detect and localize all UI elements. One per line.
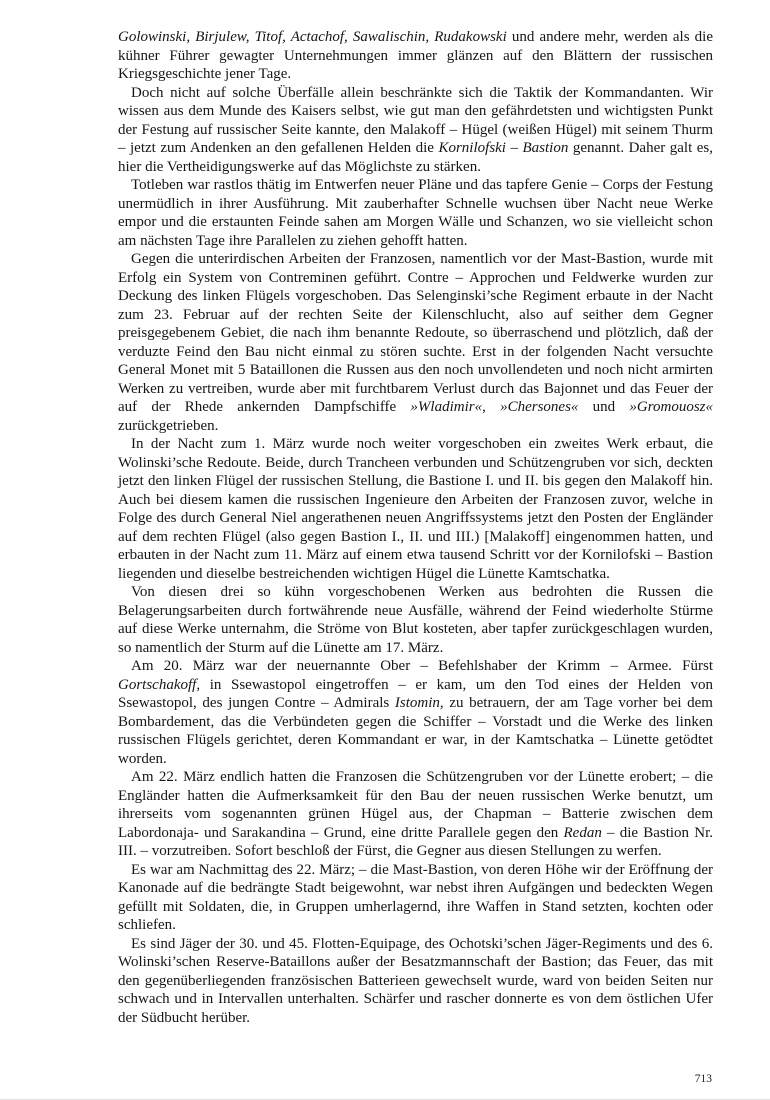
- italic-text-run: Istomin: [394, 695, 440, 711]
- italic-text-run: Redan: [563, 824, 602, 841]
- paragraph: [118, 935, 713, 1028]
- paragraph: [118, 28, 713, 84]
- italic-text-run: »Gromouosz«: [629, 399, 713, 415]
- paragraph: [118, 250, 713, 435]
- paragraph: [118, 84, 713, 177]
- text-run: genannt. Daher galt es, hier die Vertheidigungswerke auf das Möglichste zu stärken.: [118, 140, 713, 175]
- text-run: Totleben war rastlos thätig im Entwerfen neuer Pläne und das tapfere Genie – Corps der Festung unermüdlich in ihrer Ausführung. Mit zauberhafter Schnelle wuchsen über Nacht neue Werke empor und die erstaunten Feinde sahen am Morgen Wälle und Schanzen, wo sie vielleicht schon am nächsten Tage ihre Parallelen zu ziehen gehofft hatten.: [118, 177, 713, 249]
- italic-text-run: Golowinski, Birjulew, Titof, Actachof, Sawalischin, Rudakowski: [118, 29, 507, 45]
- text-run: , in Ssewastopol eingetroffen – er kam, um den Tod eines der Helden von Ssewastopol, des jungen Contre – Admirals: [118, 676, 713, 711]
- italic-text-run: Kornilofski – Bastion: [438, 140, 569, 156]
- italic-text-run: »Wladimir«: [410, 399, 483, 415]
- paragraph: [118, 176, 713, 250]
- paragraph: [118, 861, 713, 935]
- text-run: Es sind Jäger der 30. und 45. Flotten-Equipage, des Ochotski’schen Jäger-Regiments und des 6. Wolinski’schen Reserve-Bataillons außer der Besatzmannschaft der Bastion; das Feuer, das mit den gegenüberliegenden französischen Batterieen gewechselt wurde, ward von beiden Seiten nur schwach und in Intervallen unterhalten. Schärfer und rascher donnerte es von dem östlichen Ufer der Südbucht herüber.: [118, 935, 713, 1026]
- paragraph: [118, 435, 713, 583]
- text-run: In der Nacht zum 1. März wurde noch weiter vorgeschoben ein zweites Werk erbaut, die Wolinski’sche Redoute. Beide, durch Trancheen verbunden und Schützengruben vor sich, deckten jetzt den linken Flügel der russischen Stellung, die Bastione I. und II. bis gegen den Malakoff hin. Auch bei diesem kamen die russischen Ingenieure den Arbeiten der Franzosen zuvor, welche in Folge des durch General Niel angerathenen neuen Angriffssystems jetzt den Posten der Engländer auf dem rechten Flügel (also gegen Bastion I., II. und III.) [Malakoff] eingenommen hatten, und erbauten in der Nacht zum 11. März auf einem etwa tausend Schritt vor der Kornilofski – Bastion liegenden und dieselbe bestreichenden wichtigen Hügel die Lünette Kamtschatka.: [118, 436, 713, 582]
- italic-text-run: Gortschakoff: [118, 676, 197, 693]
- text-run: Doch nicht auf solche Überfälle allein beschränkte sich die Taktik der Kommandanten. Wir wissen aus dem Munde des Kaisers selbst, wie gut man den gefährdetsten und wichtigsten Punkt der Festung auf russischer Seite kannte, den Malakoff – Hügel (weißen Hügel) mit seinem Thurm – jetzt zum Andenken an den gefallenen Helden die: [118, 84, 713, 156]
- text-run: und andere mehr, werden als die kühner Führer gewagter Unternehmungen immer glänzen auf den Blättern der russischen Kriegsgeschichte jener Tage.: [118, 29, 713, 82]
- text-run: ,: [482, 399, 501, 415]
- text-run: Am 20. März war der neuernannte Ober – Befehlshaber der Krimm – Armee. Fürst: [131, 658, 713, 674]
- text-run: – die Bastion Nr. III. – vorzutreiben. Sofort beschloß der Fürst, die Gegner aus diesen Stellungen zu werfen.: [118, 824, 713, 859]
- paragraph: [118, 583, 713, 657]
- text-run: Von diesen drei so kühn vorgeschobenen Werken aus bedrohten die Russen die Belagerungsarbeiten durch fortwährende neue Ausfälle, während der Feind wiederholte Stürme auf diese Werke unternahm, die Ströme von Blut kosteten, aber tapfer zurückgeschlagen wurden, so namentlich der Sturm auf die Lünette am 17. März.: [118, 584, 713, 656]
- text-run: Am 22. März endlich hatten die Franzosen die Schützengruben vor der Lünette erobert; – die Engländer hatten die Aufmerksamkeit für den Bau der neuen russischen Werke benutzt, um ihrerseits vom sogenannten grünen Hügel aus, der Chapman – Batterie zwischen dem Labordonaja- und Sarakandina – Grund, eine dritte Parallele gegen den: [118, 769, 713, 841]
- text-run: Gegen die unterirdischen Arbeiten der Franzosen, namentlich vor der Mast-Bastion, wurde mit Erfolg ein System von Contreminen geführt. Contre – Approchen und Feldwerke wurden zur Deckung des linken Flügels vorgeschoben. Das Selenginski’sche Regiment erbaute in der Nacht zum 23. Februar auf der rechten Seite der Kilenschlucht, also auf seither dem Gegner preisgegebenem Gebiet, die nach ihm benannte Redoute, so überraschend und plötzlich, daß der verduzte Feind den Bau nicht einmal zu stören suchte. Erst in der folgenden Nacht versuchte General Monet mit 5 Bataillonen die Russen aus den noch unvollendeten und noch nicht armirten Werken zu vertreiben, wurde aber mit furchtbarem Verlust durch das Bajonnet und das Feuer der auf der Rhede ankernden Dampfschiffe: [118, 251, 713, 415]
- text-run: , zu betrauern, der am Tage vorher bei dem Bombardement, das die Verbündeten gegen die Schiffer – Vorstadt und die Werke des linken russischen Flügels gerichtet, deren Kommandant er war, in der Kamtschatka – Lünette getödtet worden.: [118, 695, 713, 767]
- paragraph: [118, 768, 713, 861]
- text-run: und: [578, 399, 630, 415]
- italic-text-run: »Chersones«: [500, 399, 579, 415]
- text-block: [118, 28, 713, 1027]
- page-number: 713: [694, 1073, 712, 1085]
- text-run: Es war am Nachmittag des 22. März; – die Mast-Bastion, von deren Höhe wir der Eröffnung der Kanonade auf die bedrängte Stadt beigewohnt, war nebst ihren Aufgängen und bedeckten Wegen gefüllt mit Soldaten, die, in Gruppen umherlagernd, ihre Waffen in Stand setzten, kochten oder schliefen.: [118, 861, 713, 933]
- text-run: zurückgetrieben.: [118, 417, 219, 434]
- paragraph: [118, 657, 713, 768]
